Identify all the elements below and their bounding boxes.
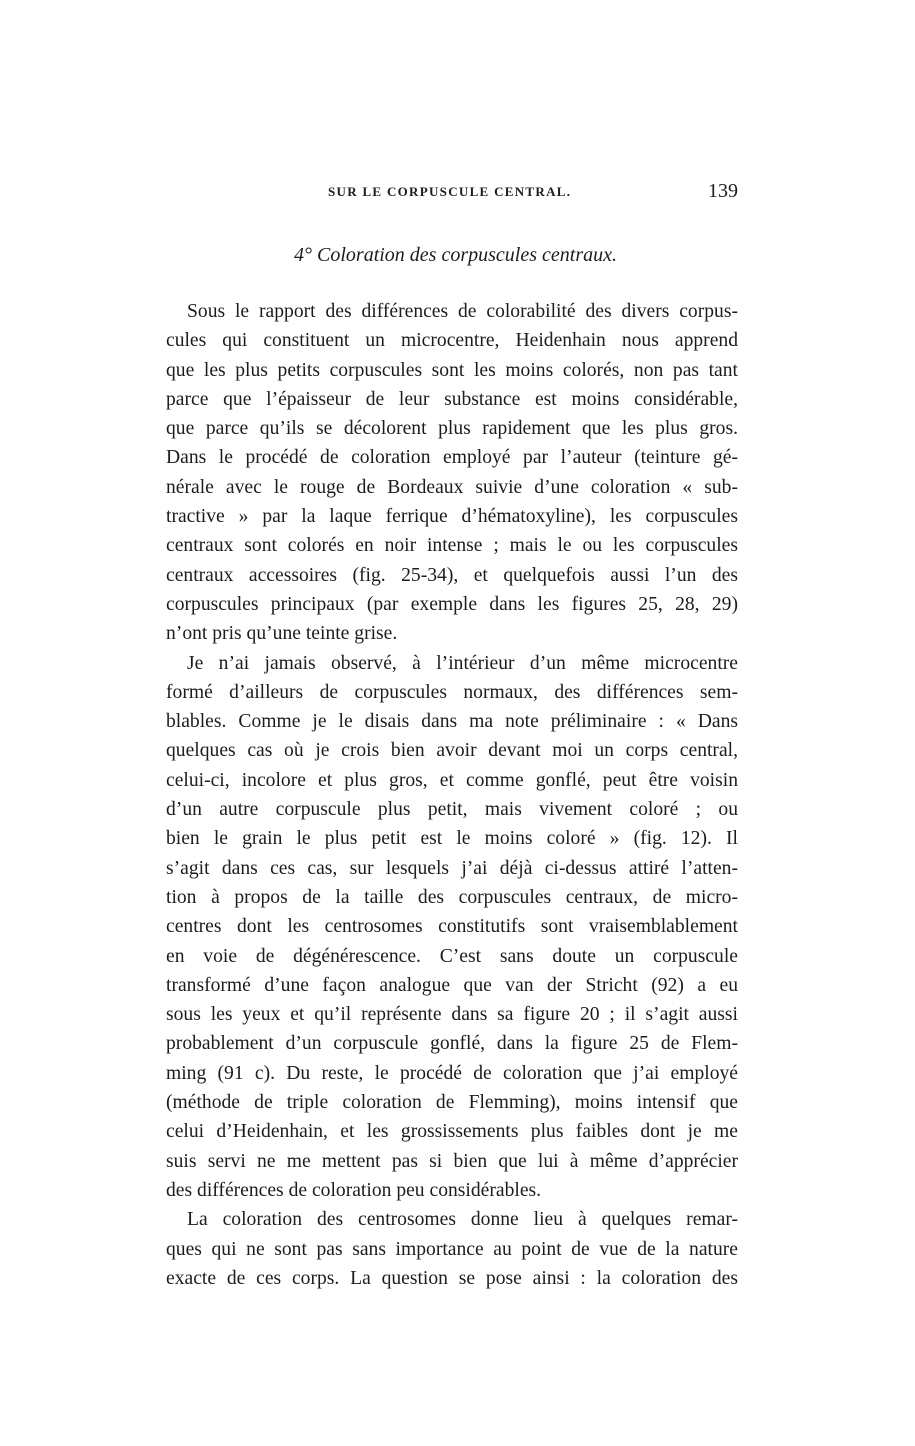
section-heading-text: 4° Coloration des corpuscules centraux. — [294, 244, 617, 266]
text-line: s’agit dans ces cas, sur lesquels j’ai déjà ci-dessus attiré l’atten- — [166, 857, 738, 879]
text-line: transformé d’une façon analogue que van der Stricht (92) a eu — [166, 974, 738, 996]
paragraph-2 — [166, 649, 738, 1206]
text-line: tractive » par la laque ferrique d’hématoxyline), les corpuscules — [166, 506, 738, 528]
running-title: SUR LE CORPUSCULE CENTRAL. — [328, 184, 572, 199]
text-line: exacte de ces corps. La question se pose ainsi : la coloration des — [166, 1267, 738, 1289]
text-line: Dans le procédé de coloration employé par l’auteur (teinture gé- — [166, 447, 738, 469]
section-heading — [0, 244, 915, 267]
body-text — [166, 297, 738, 1293]
text-line: n’ont pris qu’une teinte grise. — [166, 623, 398, 645]
text-line: ques qui ne sont pas sans importance au point de vue de la nature — [166, 1238, 738, 1260]
text-line: centraux accessoires (fig. 25-34), et quelquefois aussi l’un des — [166, 564, 738, 586]
text-line: centres dont les centrosomes constitutifs sont vraisemblablement — [166, 916, 738, 938]
text-line: quelques cas où je crois bien avoir devant moi un corps central, — [166, 740, 738, 762]
text-line: ming (91 c). Du reste, le procédé de coloration que j’ai employé — [166, 1062, 738, 1084]
text-line: en voie de dégénérescence. C’est sans doute un corpuscule — [166, 945, 738, 967]
text-line: parce que l’épaisseur de leur substance est moins considérable, — [166, 388, 738, 410]
text-line: nérale avec le rouge de Bordeaux suivie d’une coloration « sub- — [166, 476, 738, 498]
text-line: formé d’ailleurs de corpuscules normaux, des différences sem- — [166, 681, 738, 703]
text-line: que parce qu’ils se décolorent plus rapidement que les plus gros. — [166, 418, 738, 440]
text-line: cules qui constituent un microcentre, Heidenhain nous apprend — [166, 330, 738, 352]
text-line: d’un autre corpuscule plus petit, mais vivement coloré ; ou — [166, 799, 738, 821]
text-line: centraux sont colorés en noir intense ; mais le ou les corpuscules — [166, 535, 738, 557]
text-line: blables. Comme je le disais dans ma note préliminaire : « Dans — [166, 711, 738, 733]
text-line: suis servi ne me mettent pas si bien que lui à même d’apprécier — [166, 1150, 738, 1172]
text-line: celui-ci, incolore et plus gros, et comme gonflé, peut être voisin — [166, 769, 738, 791]
text-line: bien le grain le plus petit est le moins coloré » (fig. 12). Il — [166, 828, 738, 850]
text-line: des différences de coloration peu considérables. — [166, 1179, 542, 1201]
page-number: 139 — [708, 180, 738, 202]
text-line: probablement d’un corpuscule gonflé, dans la figure 25 de Flem- — [166, 1033, 738, 1055]
text-line: celui d’Heidenhain, et les grossissements plus faibles dont je me — [166, 1121, 738, 1143]
text-line: que les plus petits corpuscules sont les moins colorés, non pas tant — [166, 359, 738, 381]
paragraph-1 — [166, 297, 738, 649]
text-line: Sous le rapport des différences de colorabilité des divers corpus- — [187, 301, 738, 322]
text-line: tion à propos de la taille des corpuscules centraux, de micro- — [166, 886, 738, 908]
text-line: La coloration des centrosomes donne lieu à quelques remar- — [187, 1209, 738, 1231]
text-line: corpuscules principaux (par exemple dans les figures 25, 28, 29) — [166, 593, 738, 615]
text-line: Je n’ai jamais observé, à l’intérieur d’un même microcentre — [187, 652, 738, 674]
text-line: (méthode de triple coloration de Flemming), moins intensif que — [166, 1092, 738, 1114]
paragraph-3 — [166, 1205, 738, 1293]
running-head — [166, 180, 738, 204]
text-line: sous les yeux et qu’il représente dans sa figure 20 ; il s’agit aussi — [166, 1004, 738, 1026]
